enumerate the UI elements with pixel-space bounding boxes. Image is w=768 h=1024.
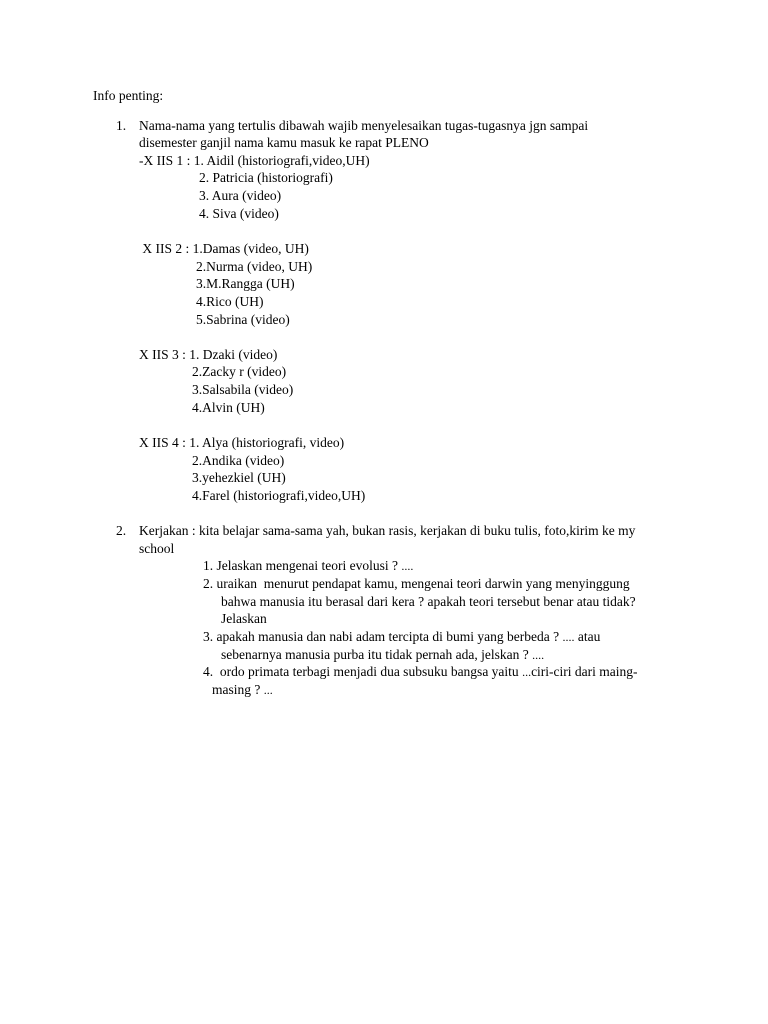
list-item: 1. Aidil (historiografi,video,UH)	[193, 153, 370, 168]
item2-text-line2: school	[139, 541, 175, 556]
list-item: 3.M.Rangga (UH)	[196, 276, 295, 291]
group-label-x-iis-2: X IIS 2 : 1.Damas (video, UH)	[139, 241, 309, 256]
page-title: Info penting:	[93, 88, 164, 103]
list-number-1: 1.	[116, 118, 127, 133]
list-item: 5.Sabrina (video)	[196, 312, 290, 327]
list-item: 1. Alya (historiografi, video)	[189, 435, 345, 450]
list-item: 2.Nurma (video, UH)	[196, 259, 313, 274]
question-3-line1: 3. apakah manusia dan nabi adam tercipta di bumi yang berbeda ? .... atau	[203, 629, 601, 644]
question-2-line2: bahwa manusia itu berasal dari kera ? apakah teori tersebut benar atau tidak?	[221, 594, 636, 609]
list-item: 3.Salsabila (video)	[192, 382, 294, 397]
group-label-x-iis-1: -X IIS 1 : 1. Aidil (historiografi,video,UH)	[139, 153, 370, 168]
list-item: 3. Aura (video)	[199, 188, 282, 203]
question-4-line2: masing ? ...	[212, 682, 273, 697]
list-item: 2.Zacky r (video)	[192, 364, 287, 379]
list-item: 4.Farel (historiografi,video,UH)	[192, 488, 366, 503]
item1-text-line1: Nama-nama yang tertulis dibawah wajib menyelesaikan tugas-tugasnya jgn sampai	[139, 118, 589, 133]
list-item: 4. Siva (video)	[199, 206, 279, 221]
list-item: 2. Patricia (historiografi)	[199, 170, 333, 185]
group-label-x-iis-4: X IIS 4 : 1. Alya (historiografi, video)	[139, 435, 345, 450]
list-item: 4.Alvin (UH)	[192, 400, 265, 415]
item2-text-line1: Kerjakan : kita belajar sama-sama yah, bukan rasis, kerjakan di buku tulis, foto,kirim ke my	[139, 523, 636, 538]
item1-text-line2: disemester ganjil nama kamu masuk ke rapat PLENO	[139, 135, 429, 150]
question-2-line3: Jelaskan	[221, 611, 267, 626]
list-item: 4.Rico (UH)	[196, 294, 264, 309]
list-item: 2.Andika (video)	[192, 453, 285, 468]
question-4-line1: 4. ordo primata terbagi menjadi dua subsuku bangsa yaitu ...ciri-ciri dari maing-	[203, 664, 638, 679]
list-item: 1.Damas (video, UH)	[192, 241, 309, 256]
list-item: 1. Dzaki (video)	[189, 347, 278, 362]
group-label-x-iis-3: X IIS 3 : 1. Dzaki (video)	[139, 347, 278, 362]
question-2-line1: 2. uraikan menurut pendapat kamu, mengenai teori darwin yang menyinggung	[203, 576, 630, 591]
question-3-line2: sebenarnya manusia purba itu tidak pernah ada, jelskan ? ....	[221, 647, 545, 662]
list-item: 3.yehezkiel (UH)	[192, 470, 286, 485]
question-1: 1. Jelaskan mengenai teori evolusi ? ....	[203, 558, 414, 573]
list-number-2: 2.	[116, 523, 127, 538]
